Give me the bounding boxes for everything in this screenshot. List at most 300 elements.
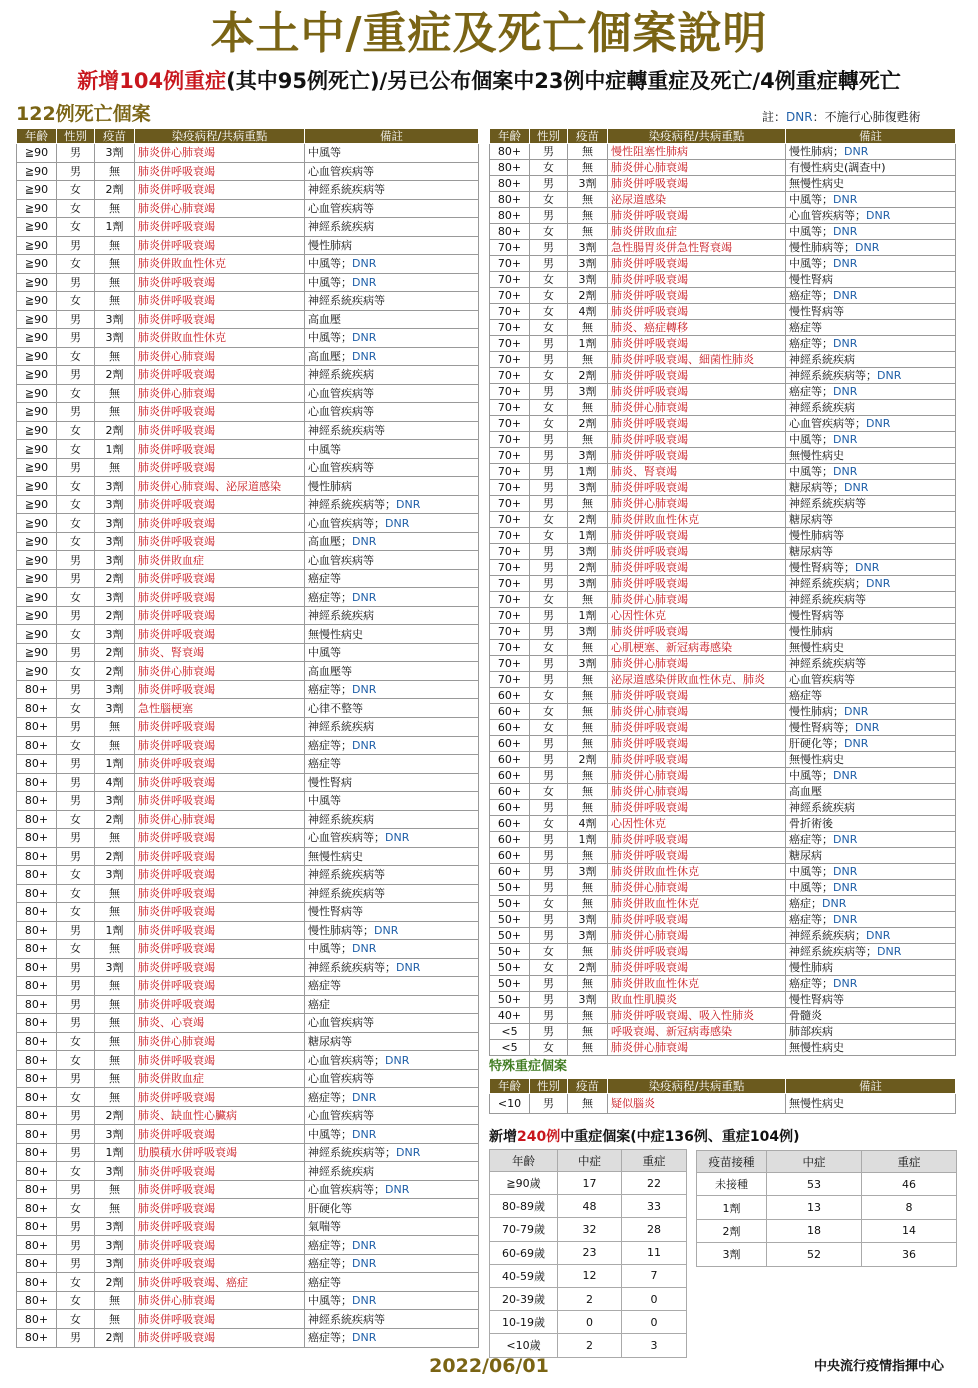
- table-row: [17, 384, 479, 403]
- dnr-tag: DNR: [352, 535, 377, 549]
- remark-cell: [305, 755, 479, 774]
- remark-text: 糖尿病等: [308, 1035, 352, 1048]
- remark-text: 癌症等；: [308, 590, 352, 604]
- remark-header: 備註: [305, 129, 479, 144]
- age-cell: 70+: [490, 624, 530, 640]
- sex-cell: 女: [57, 495, 95, 514]
- table-row: [490, 448, 956, 464]
- sex-cell: 女: [57, 514, 95, 533]
- remark-cell: [786, 576, 956, 592]
- age-cell: ≧90: [17, 458, 57, 477]
- table-row: [17, 643, 479, 662]
- course-cell: 肺炎併呼吸衰竭: [135, 273, 305, 292]
- age-cell: 80+: [17, 866, 57, 885]
- dnr-tag: DNR: [396, 1146, 421, 1160]
- severe-cell: 28: [622, 1218, 687, 1241]
- vaccine-cell: 無: [568, 1094, 608, 1114]
- remark-text: 癌症等: [789, 689, 822, 702]
- remark-cell: [305, 1106, 479, 1125]
- table-row: [17, 255, 479, 274]
- group-cell: 3劑: [697, 1243, 767, 1266]
- table-row: [17, 1051, 479, 1070]
- course-cell: 肺炎併呼吸衰竭: [135, 958, 305, 977]
- remark-text: 心血管疾病等: [308, 1072, 374, 1086]
- remark-text: 肝硬化等；: [789, 737, 844, 750]
- remark-cell: [786, 896, 956, 912]
- course-cell: 肺炎併敗血症: [608, 224, 786, 240]
- remark-cell: [305, 329, 479, 348]
- remark-text: 高血壓；: [308, 349, 352, 363]
- remark-cell: [305, 606, 479, 625]
- table-row: [17, 680, 479, 699]
- age-header: 年齡: [17, 129, 57, 144]
- sex-cell: 女: [530, 368, 568, 384]
- vaccine-cell: 3劑: [568, 656, 608, 672]
- table-row: [17, 1291, 479, 1310]
- vaccine-cell: 無: [95, 1088, 135, 1107]
- page-subtitle: [0, 66, 978, 96]
- course-cell: 肺炎併呼吸衰竭: [135, 440, 305, 459]
- course-cell: 肺炎併呼吸衰竭: [608, 576, 786, 592]
- vaccine-cell: 無: [568, 496, 608, 512]
- course-cell: 肺炎併呼吸衰竭: [608, 624, 786, 640]
- remark-text: 心血管疾病等；: [789, 209, 866, 222]
- course-cell: 肺炎併呼吸衰竭: [135, 773, 305, 792]
- remark-text: 神經系統疾病: [308, 1164, 374, 1178]
- vaccine-cell: 3劑: [95, 514, 135, 533]
- dnr-tag: DNR: [844, 737, 869, 750]
- vaccine-cell: 無: [95, 1051, 135, 1070]
- remark-text: 中風等；: [789, 433, 833, 446]
- remark-text: 癌症等；: [789, 913, 833, 926]
- dnr-note: [762, 109, 921, 125]
- age-cell: 80+: [17, 995, 57, 1014]
- age-cell: ≧90: [17, 440, 57, 459]
- table-row: [17, 347, 479, 366]
- table-row: [17, 606, 479, 625]
- dnr-tag: DNR: [396, 960, 421, 974]
- dnr-tag: DNR: [385, 1183, 410, 1197]
- age-cell: 80+: [17, 1180, 57, 1199]
- table-row: [17, 1273, 479, 1292]
- sex-cell: 男: [57, 921, 95, 940]
- remark-text: 中風等: [308, 442, 341, 456]
- age-cell: ≧90: [17, 403, 57, 422]
- severe-cell: 7: [622, 1264, 687, 1287]
- remark-text: 骨髓炎: [789, 1009, 822, 1022]
- age-cell: 50+: [490, 976, 530, 992]
- age-cell: 70+: [490, 480, 530, 496]
- dnr-tag: DNR: [374, 923, 399, 937]
- table-row: [490, 720, 956, 736]
- deaths-table-left: [16, 128, 479, 1348]
- course-cell: 肺炎併敗血性休克: [135, 255, 305, 274]
- vaccine-cell: 3劑: [95, 792, 135, 811]
- vaccine-cell: 無: [568, 320, 608, 336]
- sex-cell: 男: [530, 832, 568, 848]
- sex-cell: 女: [57, 1162, 95, 1181]
- course-cell: 肺炎併呼吸衰竭: [135, 1088, 305, 1107]
- sex-cell: 男: [57, 310, 95, 329]
- course-cell: 肺炎併呼吸衰竭: [135, 1199, 305, 1218]
- age-cell: 70+: [490, 608, 530, 624]
- vaccine-cell: 4劑: [568, 816, 608, 832]
- vaccine-cell: 3劑: [95, 551, 135, 570]
- table-row: [17, 866, 479, 885]
- course-cell: 肺炎併敗血性休克: [608, 896, 786, 912]
- course-cell: 肺炎併心肺衰竭: [608, 704, 786, 720]
- age-cell: ≧90: [17, 625, 57, 644]
- vaccine-cell: 無: [95, 717, 135, 736]
- sex-cell: 男: [57, 1329, 95, 1348]
- dnr-tag: DNR: [352, 1127, 377, 1141]
- age-cell: 60+: [490, 816, 530, 832]
- remark-text: 糖尿病等: [789, 513, 833, 526]
- remark-text: 心血管疾病等: [308, 553, 374, 567]
- course-header: 染疫病程/共病重點: [608, 1079, 786, 1094]
- sex-cell: 女: [530, 784, 568, 800]
- remark-cell: [786, 960, 956, 976]
- course-cell: 肺炎併呼吸衰竭: [135, 532, 305, 551]
- table-row: [490, 816, 956, 832]
- vaccine-cell: 2劑: [568, 512, 608, 528]
- course-cell: 肺炎併呼吸衰竭: [608, 304, 786, 320]
- sex-cell: 男: [530, 928, 568, 944]
- vaccine-cell: 無: [95, 1180, 135, 1199]
- table-row: [490, 864, 956, 880]
- summary-row: [697, 1173, 957, 1196]
- remark-text: 癌症等；: [308, 1257, 352, 1271]
- sex-cell: 男: [57, 606, 95, 625]
- age-cell: ≧90: [17, 477, 57, 496]
- sex-cell: 男: [530, 464, 568, 480]
- deaths-table-right: [489, 128, 956, 1056]
- new-cases-count: 240例: [517, 1129, 561, 1145]
- table-row: [490, 208, 956, 224]
- dnr-tag: DNR: [844, 705, 869, 718]
- remark-text: 中風等；: [789, 865, 833, 878]
- age-cell: 60+: [490, 720, 530, 736]
- remark-cell: [305, 717, 479, 736]
- remark-cell: [786, 880, 956, 896]
- sex-cell: 女: [530, 960, 568, 976]
- vaccine-cell: 無: [568, 1040, 608, 1056]
- age-cell: <5: [490, 1024, 530, 1040]
- remark-cell: [305, 1143, 479, 1162]
- age-cell: ≧90: [17, 144, 57, 163]
- remark-text: 無慢性病史: [789, 1097, 844, 1110]
- remark-text: 慢性腎病等；: [789, 721, 855, 734]
- severe-cell: 33: [622, 1195, 687, 1218]
- sex-cell: 女: [57, 1199, 95, 1218]
- age-cell: ≧90: [17, 662, 57, 681]
- vaccine-cell: 無: [95, 903, 135, 922]
- vaccine-cell: 3劑: [95, 1125, 135, 1144]
- vaccine-cell: 3劑: [95, 495, 135, 514]
- course-cell: 肺炎併呼吸衰竭: [608, 832, 786, 848]
- sex-cell: 男: [57, 829, 95, 848]
- age-cell: 70+: [490, 560, 530, 576]
- table-row: [490, 512, 956, 528]
- course-cell: 肺炎併呼吸衰竭: [135, 625, 305, 644]
- remark-text: 有慢性病史(調查中): [789, 161, 886, 174]
- table-header-row: [490, 1150, 687, 1172]
- remark-text: 中風等；: [789, 193, 833, 206]
- sex-cell: 女: [530, 192, 568, 208]
- sex-cell: 女: [57, 866, 95, 885]
- table-row: [490, 400, 956, 416]
- age-cell: 80+: [490, 208, 530, 224]
- course-cell: 肺炎併呼吸衰竭: [135, 1329, 305, 1348]
- remark-text: 無慢性病史: [789, 449, 844, 462]
- remark-text: 癌症等: [308, 572, 341, 586]
- table-row: [17, 662, 479, 681]
- remark-cell: [305, 255, 479, 274]
- remark-cell: [786, 336, 956, 352]
- vaccine-cell: 2劑: [95, 810, 135, 829]
- remark-text: 神經系統疾病等；: [789, 369, 877, 382]
- sex-cell: 女: [57, 736, 95, 755]
- dnr-tag: DNR: [385, 1053, 410, 1067]
- vaccine-cell: 無: [568, 688, 608, 704]
- remark-cell: [786, 784, 956, 800]
- sex-cell: 男: [57, 236, 95, 255]
- table-row: [490, 576, 956, 592]
- age-cell: 80+: [17, 847, 57, 866]
- remark-text: 中風等: [308, 646, 341, 660]
- course-cell: 肺炎併呼吸衰竭: [608, 752, 786, 768]
- age-cell: ≧90: [17, 588, 57, 607]
- remark-cell: [786, 928, 956, 944]
- remark-cell: [305, 569, 479, 588]
- course-cell: 肺炎併呼吸衰竭、吸入性肺炎: [608, 1008, 786, 1024]
- table-row: [17, 903, 479, 922]
- remark-text: 癌症等；: [789, 833, 833, 846]
- course-cell: 肺炎併呼吸衰竭、癌症: [135, 1273, 305, 1292]
- remark-cell: [305, 273, 479, 292]
- vaccine-cell: 2劑: [95, 181, 135, 200]
- remark-cell: [305, 847, 479, 866]
- course-cell: 急性腦梗塞: [135, 699, 305, 718]
- remark-text: 慢性肺病: [789, 625, 833, 638]
- group-cell: 2劑: [697, 1219, 767, 1242]
- sex-cell: 男: [530, 240, 568, 256]
- age-cell: ≧90: [17, 495, 57, 514]
- age-cell: 40+: [490, 1008, 530, 1024]
- remark-text: 慢性腎病: [308, 775, 352, 789]
- sex-cell: 男: [530, 608, 568, 624]
- table-row: [490, 1024, 956, 1040]
- dnr-tag: DNR: [866, 209, 891, 222]
- course-cell: 肺炎併呼吸衰竭: [135, 310, 305, 329]
- vaccine-cell: 3劑: [95, 477, 135, 496]
- sex-cell: 女: [57, 940, 95, 959]
- dnr-tag: DNR: [833, 769, 858, 782]
- group-cell: ≧90歲: [490, 1172, 558, 1195]
- table-row: [17, 310, 479, 329]
- sex-cell: 女: [530, 816, 568, 832]
- remark-header: 備註: [786, 1079, 956, 1094]
- new-cases-prefix: 新增: [489, 1129, 517, 1145]
- vaccine-cell: 2劑: [568, 416, 608, 432]
- age-cell: 80+: [17, 940, 57, 959]
- severe-cell: 3: [622, 1334, 687, 1357]
- dnr-tag: DNR: [385, 516, 410, 530]
- course-cell: 肺炎併呼吸衰竭: [135, 606, 305, 625]
- table-row: [490, 528, 956, 544]
- age-cell: 80+: [17, 736, 57, 755]
- vaccine-cell: 2劑: [95, 421, 135, 440]
- age-cell: 70+: [490, 448, 530, 464]
- age-cell: 70+: [490, 352, 530, 368]
- table-row: [17, 292, 479, 311]
- dnr-tag: DNR: [352, 257, 377, 271]
- remark-cell: [305, 1199, 479, 1218]
- sex-cell: 男: [530, 176, 568, 192]
- sex-cell: 男: [530, 496, 568, 512]
- course-cell: 肺炎併呼吸衰竭: [135, 884, 305, 903]
- remark-cell: [305, 1014, 479, 1033]
- vaccine-cell: 無: [568, 672, 608, 688]
- dnr-tag: DNR: [352, 1294, 377, 1308]
- vaccine-cell: 3劑: [95, 1217, 135, 1236]
- sex-cell: 男: [57, 366, 95, 385]
- vaccine-cell: 3劑: [95, 1254, 135, 1273]
- table-row: [490, 672, 956, 688]
- age-cell: ≧90: [17, 329, 57, 348]
- age-cell: 80+: [17, 903, 57, 922]
- vaccine-cell: 3劑: [95, 588, 135, 607]
- age-cell: 70+: [490, 256, 530, 272]
- table-row: [490, 1040, 956, 1056]
- vaccine-cell: 3劑: [95, 699, 135, 718]
- age-cell: 50+: [490, 912, 530, 928]
- age-cell: 80+: [17, 1069, 57, 1088]
- vaccine-cell: 無: [95, 255, 135, 274]
- remark-cell: [786, 320, 956, 336]
- remark-cell: [305, 940, 479, 959]
- age-cell: 80+: [17, 1032, 57, 1051]
- moderate-cell: 48: [558, 1195, 622, 1218]
- vaccine-cell: 無: [95, 236, 135, 255]
- sex-cell: 男: [57, 1143, 95, 1162]
- remark-text: 肝硬化等: [308, 1201, 352, 1215]
- remark-text: 無慢性病史: [308, 849, 363, 863]
- sex-cell: 女: [57, 1310, 95, 1329]
- sex-cell: 女: [530, 640, 568, 656]
- remark-cell: [305, 1236, 479, 1255]
- remark-text: 中風等；: [308, 1294, 352, 1308]
- table-row: [490, 176, 956, 192]
- sex-cell: 男: [530, 656, 568, 672]
- moderate-header: 中症: [558, 1150, 622, 1172]
- sex-cell: 男: [530, 864, 568, 880]
- table-row: [17, 792, 479, 811]
- remark-cell: [305, 903, 479, 922]
- sex-cell: 男: [530, 432, 568, 448]
- sex-cell: 女: [57, 810, 95, 829]
- vaccine-cell: 無: [568, 192, 608, 208]
- age-cell: ≧90: [17, 255, 57, 274]
- table-row: [490, 432, 956, 448]
- remark-text: 糖尿病等: [789, 545, 833, 558]
- vaccine-cell: 3劑: [95, 1162, 135, 1181]
- age-cell: ≧90: [17, 310, 57, 329]
- remark-cell: [786, 448, 956, 464]
- vaccine-cell: 3劑: [95, 866, 135, 885]
- remark-text: 神經系統疾病等: [789, 497, 866, 510]
- age-cell: 80+: [17, 958, 57, 977]
- table-row: [17, 403, 479, 422]
- table-row: [17, 1162, 479, 1181]
- remark-cell: [305, 532, 479, 551]
- remark-cell: [786, 832, 956, 848]
- vaccine-cell: 3劑: [95, 680, 135, 699]
- remark-text: 癌症等；: [308, 738, 352, 752]
- sex-cell: 女: [57, 1273, 95, 1292]
- age-cell: 70+: [490, 672, 530, 688]
- sex-cell: 男: [57, 162, 95, 181]
- vaccine-cell: 無: [95, 1069, 135, 1088]
- remark-cell: [305, 792, 479, 811]
- remark-cell: [786, 720, 956, 736]
- table-row: [17, 1310, 479, 1329]
- table-row: [17, 1217, 479, 1236]
- sex-cell: 男: [530, 1024, 568, 1040]
- remark-text: 中風等；: [308, 1127, 352, 1141]
- table-row: [17, 273, 479, 292]
- severe-cell: 14: [862, 1219, 957, 1242]
- remark-cell: [786, 624, 956, 640]
- remark-text: 慢性腎病等: [789, 305, 844, 318]
- course-cell: 肺炎併呼吸衰竭: [135, 736, 305, 755]
- course-cell: 肺炎併心肺衰竭: [135, 1291, 305, 1310]
- age-cell: 80+: [17, 1106, 57, 1125]
- remark-text: 高血壓: [789, 785, 822, 798]
- course-cell: 肺炎併呼吸衰竭: [135, 940, 305, 959]
- table-row: [17, 329, 479, 348]
- table-row: [490, 480, 956, 496]
- course-cell: 肺炎併心肺衰竭: [135, 810, 305, 829]
- age-cell: 80+: [490, 176, 530, 192]
- remark-text: 癌症等；: [308, 683, 352, 697]
- sex-cell: 男: [530, 336, 568, 352]
- vaccine-header: 疫苗: [568, 1079, 608, 1094]
- remark-text: 心血管疾病等；: [789, 417, 866, 430]
- sex-cell: 女: [57, 903, 95, 922]
- age-group-header: 年齡: [490, 1150, 558, 1172]
- sex-cell: 男: [530, 384, 568, 400]
- table-row: [17, 921, 479, 940]
- remark-cell: [786, 944, 956, 960]
- remark-text: 慢性腎病等；: [789, 561, 855, 574]
- course-cell: 肺炎併呼吸衰竭: [608, 448, 786, 464]
- age-cell: 50+: [490, 960, 530, 976]
- sex-cell: 男: [530, 624, 568, 640]
- age-cell: 70+: [490, 544, 530, 560]
- remark-text: 神經系統疾病等: [308, 423, 385, 437]
- sex-cell: 男: [530, 1094, 568, 1114]
- remark-cell: [305, 699, 479, 718]
- vaccine-cell: 2劑: [95, 847, 135, 866]
- sex-cell: 男: [57, 1125, 95, 1144]
- remark-cell: [305, 1088, 479, 1107]
- group-cell: <10歲: [490, 1334, 558, 1357]
- age-cell: 70+: [490, 512, 530, 528]
- sex-cell: 男: [530, 848, 568, 864]
- remark-text: 神經系統疾病等: [308, 294, 385, 308]
- vaccine-summary-table: [696, 1150, 957, 1267]
